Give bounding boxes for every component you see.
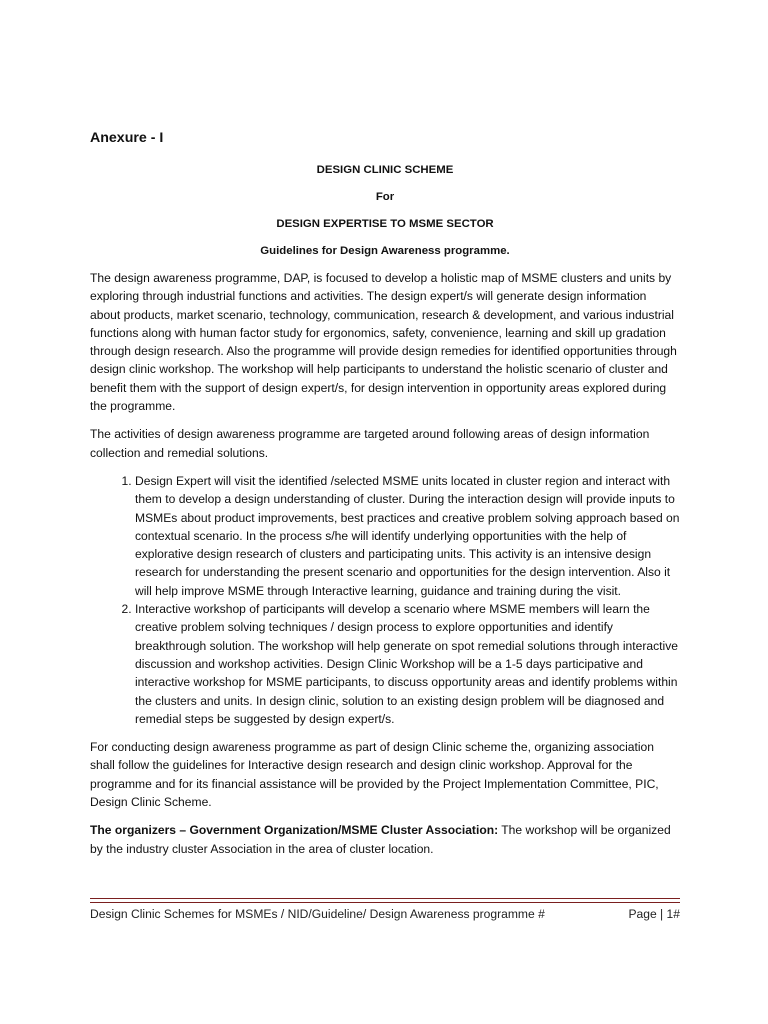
footer-page-number: Page | 1# (628, 907, 680, 921)
title-for: For (375, 191, 395, 203)
list-item: 2. Interactive workshop of participants will develop a scenario where MSME members will learn the creative problem solving techniques / design process to explore opportunities and identify breakthrough solution. The workshop will help generate on spot remedial solutions through interactive discussion and workshop activities. Design Clinic Workshop will be a 1-5 days participative and interactive workshop for MSME participants, to discuss opportunity areas and identify problems within the clusters and units. In design clinic, solution to an existing design problem will be diagnosed and remedial steps be suggested by design expert/s. (135, 600, 680, 728)
footer-rule-top (90, 898, 680, 899)
organizers-text: The workshop will be organized by the industry cluster Association in the area of cluster location. (90, 823, 671, 856)
footer-rule-bottom (90, 902, 680, 903)
organizers-label: The organizers – Government Organization/MSME Cluster Association: (90, 823, 499, 838)
title-scheme: DESIGN CLINIC SCHEME (316, 164, 454, 176)
paragraph-organizers (90, 821, 680, 858)
paragraph-activities: The activities of design awareness programme are targeted around following areas of design information collection and remedial solutions. (90, 427, 650, 460)
activities-list (90, 472, 680, 728)
list-item: 1. Design Expert will visit the identified /selected MSME units located in cluster region and interact with them to develop a design understanding of cluster. During the interaction design will provide inputs to MSMEs about product improvements, best practices and creative problem solving approach based on contextual scenario. In the process s/he will identify underlying opportunities with the help of explorative design research of clusters and participating units. This activity is an intensive design research for understanding the present scenario and opportunities for the design intervention. Also it will help improve MSME through Interactive learning, guidance and training during the visit. (135, 472, 680, 600)
title-sector: DESIGN EXPERTISE TO MSME SECTOR (276, 218, 494, 230)
footer-document-name: Design Clinic Schemes for MSMEs / NID/Guideline/ Design Awareness programme # (90, 907, 545, 921)
document-body (90, 128, 680, 868)
annexure-heading: Anexure - I (90, 130, 164, 146)
paragraph-conducting: For conducting design awareness programme as part of design Clinic scheme the, organizing association shall follow the guidelines for Interactive design research and design clinic workshop. Approval for the programme and for its financial assistance will be provided by the Project Implementation Committee, PIC, Design Clinic Scheme. (90, 740, 659, 810)
paragraph-intro: The design awareness programme, DAP, is focused to develop a holistic map of MSME clusters and units by exploring through industrial functions and activities. The design expert/s will generate design information about products, market scenario, technology, communication, research & development, and various industrial functions along with human factor study for ergonomics, safety, convenience, learning and skill up gradation through design research. Also the programme will provide design remedies for identified opportunities through design clinic workshop. The workshop will help participants to understand the holistic scenario of cluster and benefit them with the support of design expert/s, for design intervention in opportunity areas explored during the programme. (90, 271, 677, 414)
title-guidelines: Guidelines for Design Awareness programme. (260, 245, 510, 257)
